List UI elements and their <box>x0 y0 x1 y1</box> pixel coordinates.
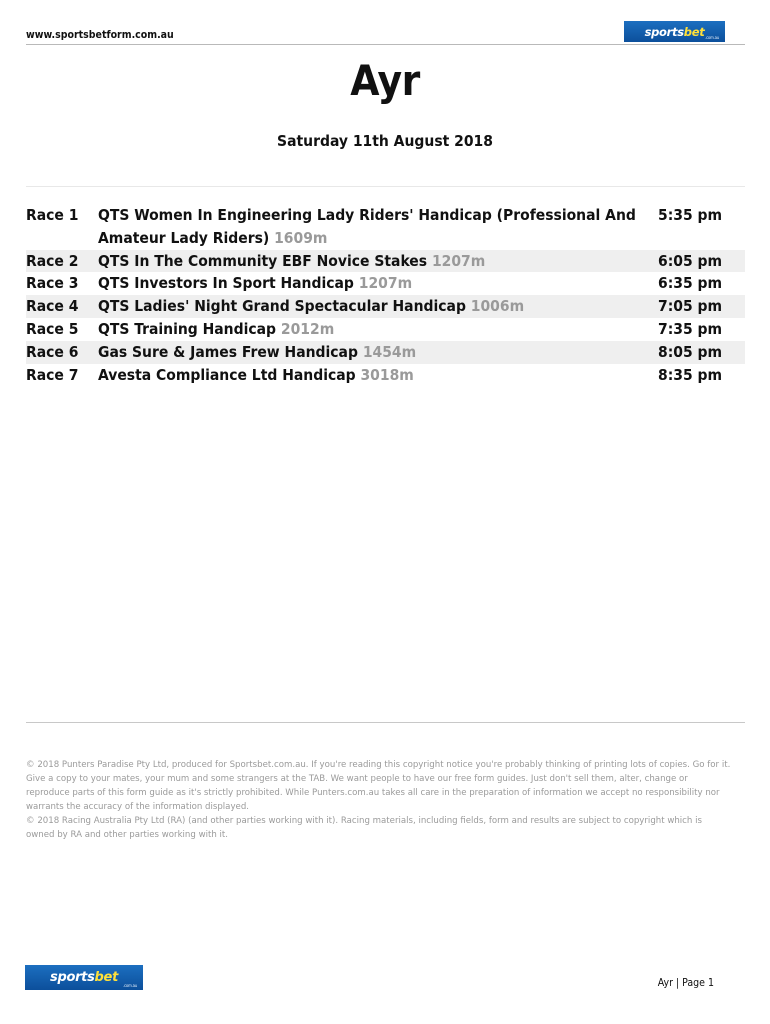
race-title <box>98 204 658 250</box>
race-name: QTS Women In Engineering Lady Riders' Handicap (Professional And Amateur Lady Riders) <box>98 206 636 247</box>
race-distance: 1207m <box>358 274 413 293</box>
race-number: Race 7 <box>26 365 79 384</box>
race-row <box>26 318 745 341</box>
race-title <box>98 341 658 364</box>
race-time: 8:35 pm <box>658 365 723 384</box>
race-list-divider <box>26 186 745 187</box>
page-label: Ayr | Page 1 <box>657 977 714 989</box>
logo-text-bet: bet <box>683 24 705 39</box>
race-title <box>98 295 658 318</box>
race-name: QTS In The Community EBF Novice Stakes <box>98 251 428 270</box>
race-title <box>98 364 658 387</box>
logo-text-domain: .com.au <box>705 35 719 40</box>
race-distance: 1006m <box>470 297 525 316</box>
race-row <box>26 295 745 318</box>
header-divider <box>26 44 745 45</box>
race-list <box>26 204 745 386</box>
race-distance: 1207m <box>431 251 486 270</box>
site-url: www.sportsbetform.com.au <box>26 29 174 41</box>
logo-text-sports: sports <box>50 970 95 985</box>
race-number: Race 5 <box>26 319 79 338</box>
race-name: Gas Sure & James Frew Handicap <box>98 342 358 361</box>
race-distance: 1609m <box>274 228 328 247</box>
race-time: 6:35 pm <box>658 274 723 293</box>
copyright-paragraph-1: © 2018 Punters Paradise Pty Ltd, produced for Sportsbet.com.au. If you're reading this copyright notice you're probably thinking of printing lots of copies. Go for it. Give a copy to your mates, your mum and some strangers at the TAB. We want people to have our free form guides. Just don't sell them, alter, change or reproduce parts of this form guide as it's strictly prohibited. While Punters.com.au takes all care in the preparation of information we accept no responsibility nor warrants the accuracy of the information displayed. <box>26 760 731 812</box>
race-time: 7:05 pm <box>658 297 723 316</box>
race-row <box>26 250 745 273</box>
race-number: Race 2 <box>26 251 79 270</box>
race-name: QTS Training Handicap <box>98 319 277 338</box>
logo-text-sports: sports <box>644 24 684 39</box>
race-distance: 1454m <box>362 342 417 361</box>
logo-text-domain: .com.au <box>123 983 137 988</box>
race-row <box>26 204 745 250</box>
race-time: 6:05 pm <box>658 251 723 270</box>
meeting-date: Saturday 11th August 2018 <box>277 132 493 150</box>
race-time: 5:35 pm <box>658 206 723 224</box>
race-row <box>26 364 745 387</box>
race-row <box>26 341 745 364</box>
copyright-paragraph-2: © 2018 Racing Australia Pty Ltd (RA) (and other parties working with it). Racing materials, including fields, form and results are subject to copyright which is owned by RA and other parties working with it. <box>26 816 702 840</box>
race-title <box>98 318 658 341</box>
logo-text-bet: bet <box>94 970 118 985</box>
race-number: Race 6 <box>26 342 79 361</box>
race-name: Avesta Compliance Ltd Handicap <box>98 365 356 384</box>
copyright-notice <box>26 758 732 842</box>
race-distance: 3018m <box>360 365 414 384</box>
sportsbet-logo <box>624 21 725 42</box>
race-title <box>98 272 658 295</box>
race-number: Race 1 <box>26 206 79 224</box>
venue-title: Ayr <box>350 56 420 105</box>
race-number: Race 3 <box>26 274 79 293</box>
race-time: 8:05 pm <box>658 342 723 361</box>
race-title <box>98 250 658 273</box>
race-name: QTS Ladies' Night Grand Spectacular Handicap <box>98 297 466 316</box>
footer-divider <box>26 722 745 723</box>
race-row <box>26 272 745 295</box>
race-number: Race 4 <box>26 297 79 316</box>
race-name: QTS Investors In Sport Handicap <box>98 274 354 293</box>
race-distance: 2012m <box>280 319 335 338</box>
sportsbet-logo-footer <box>25 965 143 990</box>
race-time: 7:35 pm <box>658 319 723 338</box>
